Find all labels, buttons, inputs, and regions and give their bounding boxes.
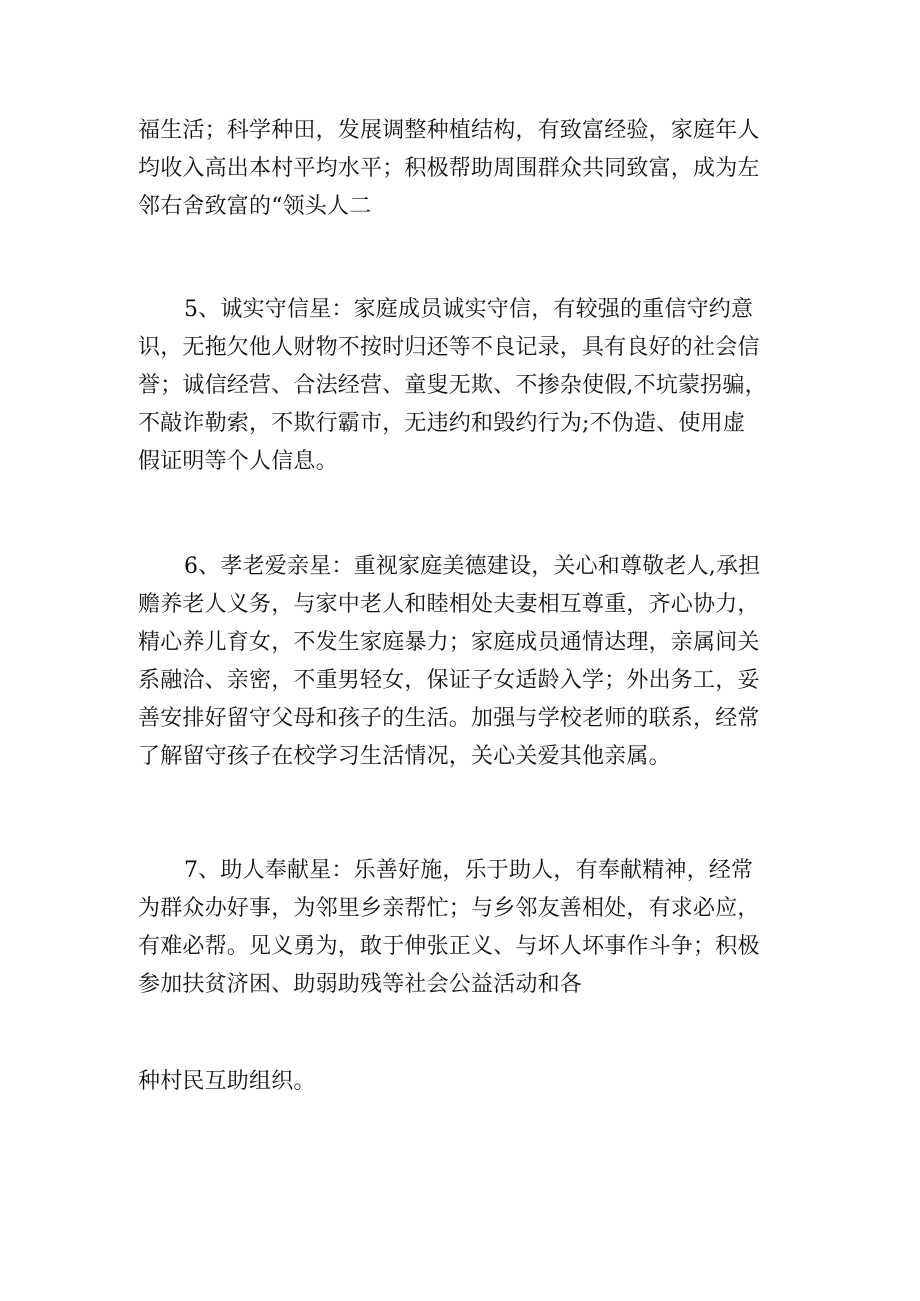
text-line: 6、孝老爱亲星：重视家庭美德建设，关心和尊敬老人,承担 <box>184 554 761 579</box>
paragraph-helping-star-continued <box>138 1063 798 1101</box>
text-line: 系融洽、亲密，不重男轻女，保证子女适龄入学；外出务工，妥 <box>138 668 760 693</box>
text-line: 均收入高出本村平均水平；积极帮助周围群众共同致富，成为左 <box>138 156 760 181</box>
text-line: 善安排好留守父母和孩子的生活。加强与学校老师的联系，经常 <box>138 706 760 731</box>
text-line: 有难必帮。见义勇为，敢于伸张正义、与坏人坏事作斗争；积极 <box>138 934 760 959</box>
paragraph-intro-tail <box>138 112 798 226</box>
text-line: 精心养儿育女，不发生家庭暴力；家庭成员通情达理，亲属间关 <box>138 630 760 655</box>
text-line: 福生活；科学种田，发展调整种植结构，有致富经验，家庭年人 <box>138 118 760 143</box>
text-line: 假证明等个人信息。 <box>138 449 338 474</box>
text-line: 誉；诚信经营、合法经营、童叟无欺、不掺杂使假,不坑蒙拐骗， <box>138 373 767 398</box>
text-line: 为群众办好事，为邻里乡亲帮忙；与乡邻友善相处，有求必应， <box>138 896 760 921</box>
paragraph-honesty-star <box>138 291 798 481</box>
text-line: 邻右舍致富的“领头人二 <box>138 194 372 219</box>
text-line: 5、诚实守信星：家庭成员诚实守信，有较强的重信守约意 <box>184 297 754 322</box>
text-line: 7、助人奉献星：乐善好施，乐于助人，有奉献精神，经常 <box>184 858 754 883</box>
text-line: 赡养老人义务，与家中老人和睦相处夫妻相互尊重，齐心协力， <box>138 592 760 617</box>
text-line: 了解留守孩子在校学习生活情况，关心关爱其他亲属。 <box>138 744 671 769</box>
paragraph-helping-star <box>138 852 798 1004</box>
paragraph-filial-star <box>138 548 798 776</box>
text-line: 不敲诈勒索，不欺行霸市，无违约和毁约行为;不伪造、使用虚 <box>138 411 746 436</box>
text-line: 识，无拖欠他人财物不按时归还等不良记录，具有良好的社会信 <box>138 335 760 360</box>
text-line: 参加扶贫济困、助弱助残等社会公益活动和各 <box>138 972 583 997</box>
text-line: 种村民互助组织。 <box>138 1069 316 1094</box>
